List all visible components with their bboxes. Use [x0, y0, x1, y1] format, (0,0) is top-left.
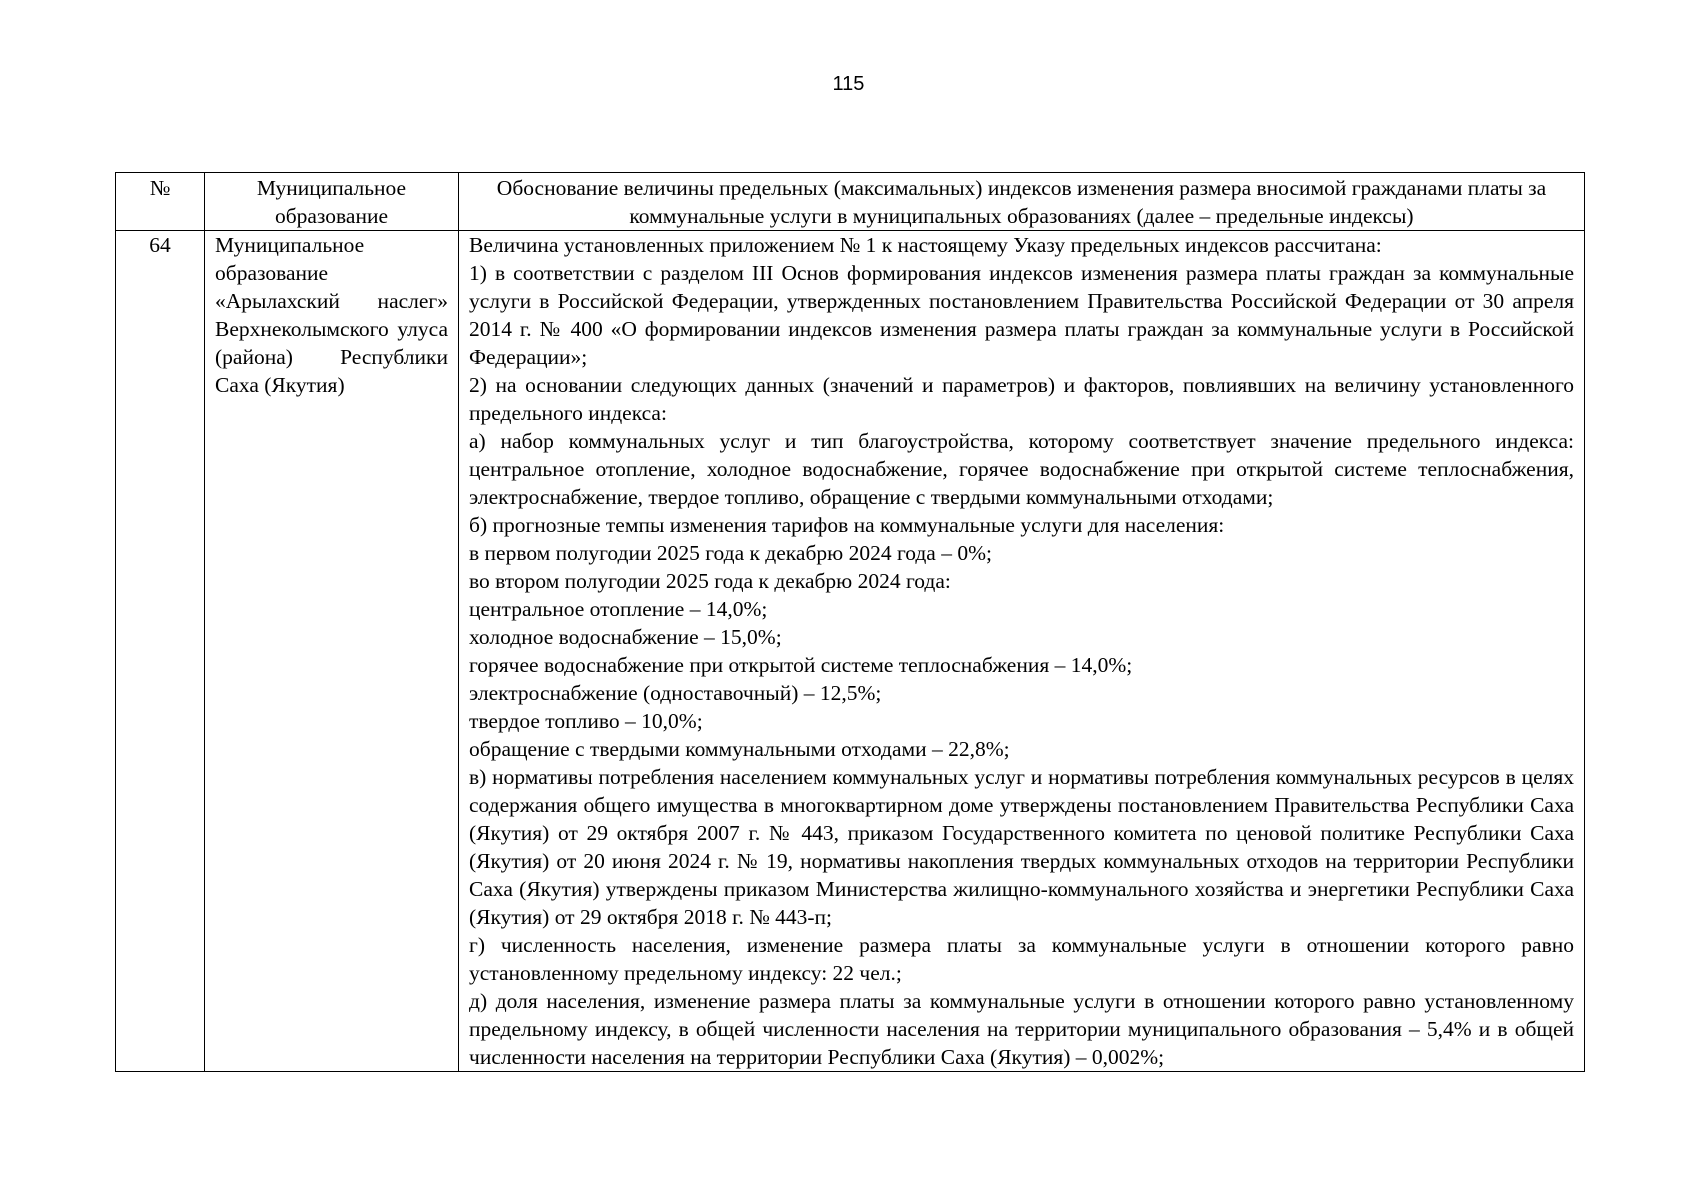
paragraph-second-half-heading: во втором полугодии 2025 года к декабрю 2024 года: — [469, 569, 951, 593]
paragraph-item-1: 1) в соответствии с разделом III Основ формирования индексов изменения размера платы граждан за коммунальные услуги в Российской Федерации, утвержденных постановлением Правительства Российской Федерации от 30 апреля 2014 г. № 400 «О формировании индексов изменения размера платы граждан за коммунальные услуги в Российской Федерации»; — [469, 261, 1574, 369]
paragraph-intro: Величина установленных приложением № 1 к настоящему Указу предельных индексов рассчитана: — [469, 233, 1382, 257]
paragraph-hot-water-rate: горячее водоснабжение при открытой системе теплоснабжения – 14,0%; — [469, 653, 1133, 677]
paragraph-electricity-rate: электроснабжение (одноставочный) – 12,5%; — [469, 681, 882, 705]
justification-text — [459, 231, 1585, 1072]
paragraph-solid-fuel-rate: твердое топливо – 10,0%; — [469, 709, 703, 733]
municipality-name: Муниципальное образование «Арылахский наслег» Верхнеколымского улуса (района) Республики Саха (Якутия) — [205, 231, 459, 1072]
paragraph-waste-rate: обращение с твердыми коммунальными отходами – 22,8%; — [469, 737, 1010, 761]
paragraph-heating-rate: центральное отопление – 14,0%; — [469, 597, 768, 621]
header-number: № — [116, 173, 205, 231]
paragraph-first-half-rate: в первом полугодии 2025 года к декабрю 2024 года – 0%; — [469, 541, 992, 565]
header-municipality: Муниципальное образование — [205, 173, 459, 231]
header-justification: Обоснование величины предельных (максимальных) индексов изменения размера вносимой гражданами платы за коммунальные услуги в муниципальных образованиях (далее – предельные индексы) — [459, 173, 1585, 231]
paragraph-cold-water-rate: холодное водоснабжение – 15,0%; — [469, 625, 782, 649]
paragraph-item-v: в) нормативы потребления населением коммунальных услуг и нормативы потребления коммунальных ресурсов в целях содержания общего имущества в многоквартирном доме утверждены постановлением Правительства Республики Саха (Якутия) от 29 октября 2007 г. № 443, приказом Государственного комитета по ценовой политике Республики Саха (Якутия) от 20 июня 2024 г. № 19, нормативы накопления твердых коммунальных отходов на территории Республики Саха (Якутия) утверждены приказом Министерства жилищно-коммунального хозяйства и энергетики Республики Саха (Якутия) от 29 октября 2018 г. № 443-п; — [469, 765, 1574, 929]
page-number: 115 — [832, 73, 865, 95]
row-number: 64 — [116, 231, 205, 1072]
paragraph-item-b: б) прогнозные темпы изменения тарифов на коммунальные услуги для населения: — [469, 513, 1225, 537]
paragraph-item-a: а) набор коммунальных услуг и тип благоустройства, которому соответствует значение предельного индекса: центральное отопление, холодное водоснабжение, горячее водоснабжение при открытой системе теплоснабжения, электроснабжение, твердое топливо, обращение с твердыми коммунальными отходами; — [469, 429, 1574, 509]
paragraph-item-d: д) доля населения, изменение размера платы за коммунальные услуги в отношении которого равно установленному предельному индексу, в общей численности населения на территории муниципального образования – 5,4% и в общей численности населения на территории Республики Саха (Якутия) – 0,002%; — [469, 989, 1574, 1069]
table-row — [116, 231, 1585, 1072]
paragraph-item-2: 2) на основании следующих данных (значений и параметров) и факторов, повлиявших на величину установленного предельного индекса: — [469, 373, 1574, 425]
table-header-row — [116, 173, 1585, 231]
justification-table — [115, 172, 1585, 1072]
paragraph-item-g: г) численность населения, изменение размера платы за коммунальные услуги в отношении которого равно установленному предельному индексу: 22 чел.; — [469, 933, 1574, 985]
